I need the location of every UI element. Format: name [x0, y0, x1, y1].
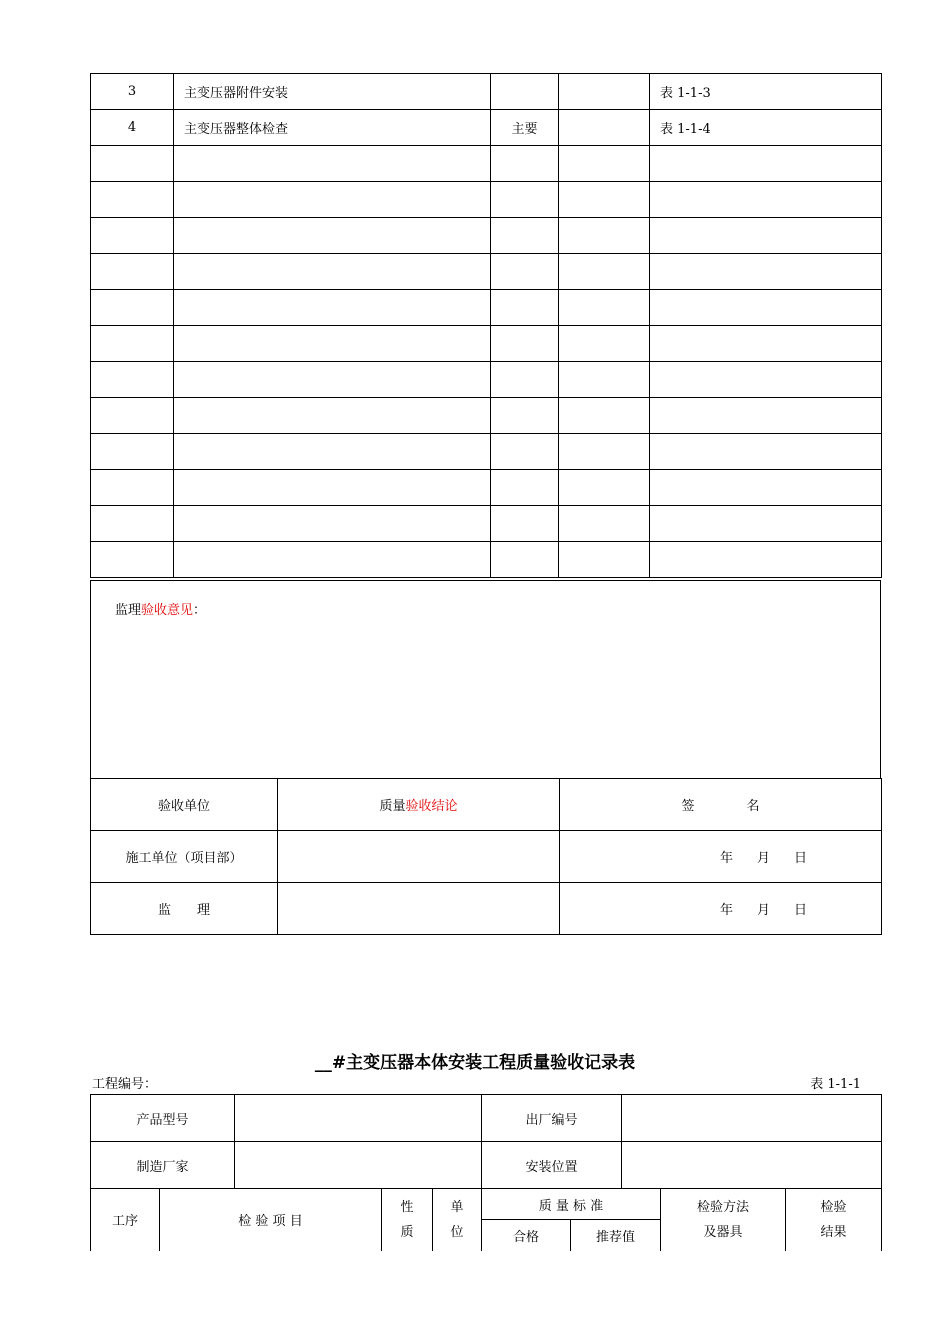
signoff-row-supervisor: [91, 883, 882, 935]
item-name-cell[interactable]: [174, 542, 491, 578]
signoff-row-contractor: [91, 831, 882, 883]
nature-cell[interactable]: [491, 326, 559, 362]
product-model-field[interactable]: [235, 1095, 482, 1142]
table-row: [91, 146, 882, 182]
item-name-cell[interactable]: [174, 182, 491, 218]
unit-header: 单 位: [433, 1189, 482, 1251]
result-cell[interactable]: [559, 110, 650, 146]
table-row: [91, 542, 882, 578]
nature-cell[interactable]: [491, 362, 559, 398]
reference-cell[interactable]: [650, 182, 882, 218]
date-month: 月: [757, 903, 771, 918]
date-year: 年: [720, 903, 734, 918]
result-cell[interactable]: [559, 398, 650, 434]
row-number-cell[interactable]: [91, 290, 174, 326]
row-number-cell[interactable]: [91, 218, 174, 254]
reference-cell[interactable]: [650, 254, 882, 290]
item-name-cell[interactable]: 主变压器整体检查: [174, 110, 491, 146]
supervisor-unit-label: 监 理: [91, 883, 278, 935]
reference-cell[interactable]: [650, 506, 882, 542]
process-header: 工序: [91, 1189, 160, 1251]
reference-cell[interactable]: [650, 398, 882, 434]
serial-number-field[interactable]: [622, 1095, 882, 1142]
supervisor-conclusion-cell[interactable]: [278, 883, 560, 935]
row-number-cell[interactable]: [91, 362, 174, 398]
install-location-label: 安装位置: [482, 1142, 622, 1189]
quality-standard-header: 质 量 标 准: [482, 1189, 661, 1220]
result-cell[interactable]: [559, 146, 650, 182]
project-number-label: 工程编号：: [92, 1077, 158, 1092]
signoff-unit-header: 验收单位: [91, 779, 278, 831]
row-number-cell[interactable]: [91, 326, 174, 362]
nature-cell[interactable]: [491, 542, 559, 578]
item-name-cell[interactable]: 主变压器附件安装: [174, 74, 491, 110]
result-header: 检验 结果: [786, 1189, 882, 1251]
row-number-cell[interactable]: [91, 146, 174, 182]
recommended-header: 推荐值: [571, 1220, 661, 1251]
item-name-cell[interactable]: [174, 506, 491, 542]
nature-cell[interactable]: [491, 398, 559, 434]
supervisor-sign-cell[interactable]: [560, 883, 882, 935]
result-cell[interactable]: [559, 182, 650, 218]
result-cell[interactable]: [559, 362, 650, 398]
row-number-cell[interactable]: 4: [91, 110, 174, 146]
manufacturer-label: 制造厂家: [91, 1142, 235, 1189]
result-cell[interactable]: [559, 290, 650, 326]
reference-cell[interactable]: 表 1-1-4: [650, 110, 882, 146]
item-name-cell[interactable]: [174, 398, 491, 434]
table-row: [91, 182, 882, 218]
supervision-opinion-cell[interactable]: [91, 581, 881, 779]
signoff-header-row: [91, 779, 882, 831]
reference-cell[interactable]: [650, 326, 882, 362]
item-name-cell[interactable]: [174, 254, 491, 290]
table-row: [91, 398, 882, 434]
contractor-conclusion-cell[interactable]: [278, 831, 560, 883]
reference-cell[interactable]: 表 1-1-3: [650, 74, 882, 110]
contractor-sign-cell[interactable]: [560, 831, 882, 883]
nature-cell[interactable]: [491, 506, 559, 542]
nature-cell[interactable]: [491, 290, 559, 326]
product-info-table: [90, 1094, 882, 1189]
result-cell[interactable]: [559, 506, 650, 542]
nature-cell[interactable]: [491, 470, 559, 506]
nature-cell[interactable]: [491, 218, 559, 254]
row-number-cell[interactable]: [91, 470, 174, 506]
reference-cell[interactable]: [650, 542, 882, 578]
table-row: [91, 74, 882, 110]
item-name-cell[interactable]: [174, 146, 491, 182]
row-number-cell[interactable]: [91, 542, 174, 578]
reference-cell[interactable]: [650, 470, 882, 506]
row-number-cell[interactable]: [91, 398, 174, 434]
result-cell[interactable]: [559, 542, 650, 578]
table-row: [91, 110, 882, 146]
table-row: [91, 218, 882, 254]
date-day: 日: [794, 903, 808, 918]
date-month: 月: [757, 851, 771, 866]
items-table: [90, 73, 882, 578]
row-number-cell[interactable]: 3: [91, 74, 174, 110]
manufacturer-field[interactable]: [235, 1142, 482, 1189]
result-cell[interactable]: [559, 254, 650, 290]
item-name-cell[interactable]: [174, 362, 491, 398]
reference-cell[interactable]: [650, 290, 882, 326]
result-cell[interactable]: [559, 470, 650, 506]
signoff-table: [90, 778, 882, 935]
table-row: [91, 362, 882, 398]
nature-header: 性 质: [382, 1189, 433, 1251]
qualified-header: 合格: [482, 1220, 571, 1251]
product-model-label: 产品型号: [91, 1095, 235, 1142]
result-cell[interactable]: [559, 434, 650, 470]
form-number: 表 1-1-1: [810, 1077, 861, 1092]
table-row: [91, 290, 882, 326]
result-cell[interactable]: [559, 326, 650, 362]
table-row: [91, 434, 882, 470]
reference-cell[interactable]: [650, 218, 882, 254]
result-cell[interactable]: [559, 218, 650, 254]
table-row: [91, 470, 882, 506]
row-number-cell[interactable]: [91, 182, 174, 218]
serial-number-label: 出厂编号: [482, 1095, 622, 1142]
table-row: [91, 254, 882, 290]
table-row: [91, 506, 882, 542]
contractor-unit-label: 施工单位（项目部）: [91, 831, 278, 883]
item-name-cell[interactable]: [174, 290, 491, 326]
supervision-label: 监理验收意见：: [115, 603, 207, 618]
table-row: [91, 326, 882, 362]
item-name-cell[interactable]: [174, 434, 491, 470]
row-number-cell[interactable]: [91, 254, 174, 290]
item-name-cell[interactable]: [174, 470, 491, 506]
nature-cell[interactable]: [491, 254, 559, 290]
install-location-field[interactable]: [622, 1142, 882, 1189]
item-name-cell[interactable]: [174, 326, 491, 362]
nature-cell[interactable]: [491, 74, 559, 110]
reference-cell[interactable]: [650, 362, 882, 398]
date-day: 日: [794, 851, 808, 866]
nature-cell[interactable]: [491, 434, 559, 470]
nature-cell[interactable]: 主要: [491, 110, 559, 146]
item-name-cell[interactable]: [174, 218, 491, 254]
reference-cell[interactable]: [650, 434, 882, 470]
signoff-conclusion-header: 质量验收结论: [278, 779, 560, 831]
result-cell[interactable]: [559, 74, 650, 110]
nature-cell[interactable]: [491, 146, 559, 182]
method-header: 检验方法 及器具: [661, 1189, 786, 1251]
inspection-header-table: [90, 1188, 882, 1251]
reference-cell[interactable]: [650, 146, 882, 182]
row-number-cell[interactable]: [91, 506, 174, 542]
supervision-opinion-box: [90, 580, 881, 779]
record-form-title: __#主变压器本体安装工程质量验收记录表: [314, 1053, 636, 1073]
row-number-cell[interactable]: [91, 434, 174, 470]
nature-cell[interactable]: [491, 182, 559, 218]
date-year: 年: [720, 851, 734, 866]
inspection-item-header: 检 验 项 目: [160, 1189, 382, 1251]
signoff-sign-header: 签 名: [560, 779, 882, 831]
